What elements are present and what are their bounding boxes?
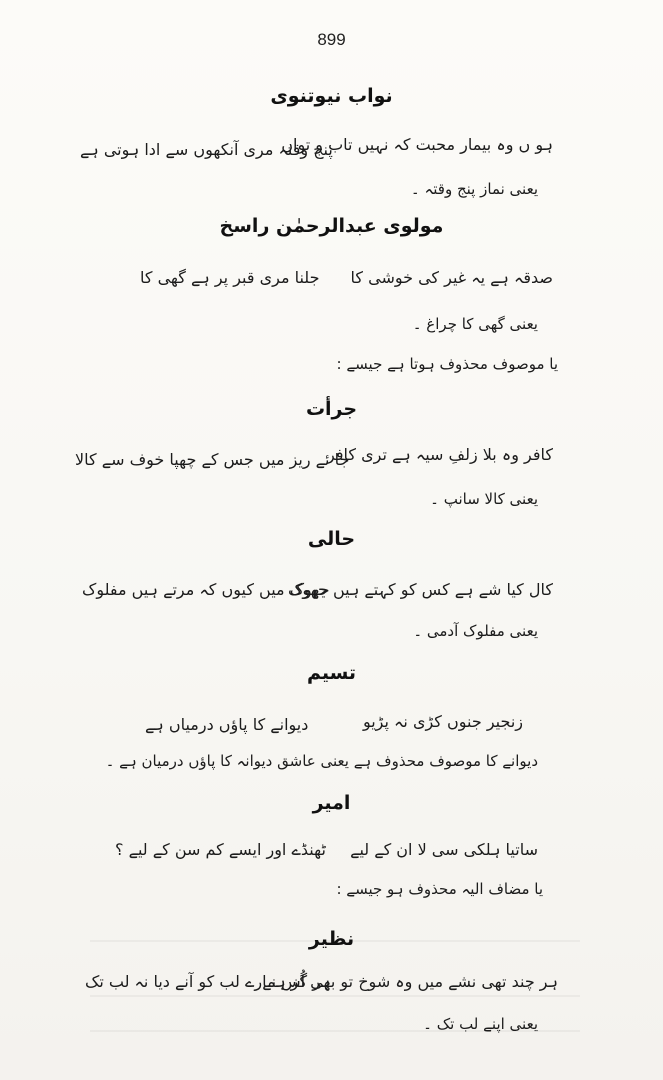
verse-first-hemistich: ہر چند تھی نشے میں وہ شوخ تو بھی اُس نے bbox=[262, 972, 558, 991]
bleed-through-line bbox=[90, 995, 580, 997]
verse-second-hemistich: جا ئے ریز میں جس کے چھپا خوف سے کالا bbox=[75, 450, 350, 469]
prose-line: یا مضاف الیہ محذوف ہو جیسے : bbox=[336, 880, 543, 898]
verse-first-hemistich: ہو ں وہ بیمار محبت کہ نہیں تاب و تواں bbox=[281, 135, 553, 154]
verse-first-hemistich: کافر وہ بلا زلفِ سیہ ہے تری کافر bbox=[327, 445, 553, 464]
poet-heading: نظیر bbox=[308, 928, 355, 950]
poet-heading: مولوی عبدالرحمٰن راسخ bbox=[219, 215, 444, 237]
verse-first-hemistich: ساتیا ہلکی سی لا ان کے لیے bbox=[350, 840, 538, 859]
verse-first-hemistich: زنجیر جنوں کڑی نہ پڑیو bbox=[362, 712, 523, 731]
explanation-note: یعنی نماز پنج وقتہ ۔ bbox=[410, 180, 538, 198]
poet-heading: حالی bbox=[307, 528, 356, 550]
verse-second-hemistich: جھوک میں کیوں کہ مرتے ہیں مفلوک bbox=[82, 580, 330, 599]
prose-line: دیوانے کا موصوف محذوف ہے یعنی عاشق دیوانہ کا پاؤں درمیان ہے ۔ bbox=[105, 752, 538, 770]
explanation-note: یعنی مفلوک آدمی ۔ bbox=[413, 622, 538, 640]
poet-heading: جرأت bbox=[305, 398, 358, 420]
poet-heading: امیر bbox=[312, 792, 351, 814]
page-number: 899 bbox=[317, 30, 346, 49]
poet-heading: تسیم bbox=[306, 662, 357, 684]
explanation-note: یعنی گھی کا چراغ ۔ bbox=[412, 315, 538, 333]
prose-line: یا موصوف محذوف ہوتا ہے جیسے : bbox=[336, 355, 558, 373]
verse-second-hemistich: دیوانے کا پاؤں درمیاں ہے bbox=[145, 715, 309, 734]
verse-second-hemistich: ہر گز ہمارے لب کو آنے دیا نہ لب تک bbox=[85, 972, 331, 991]
verse-first-hemistich: صدقہ ہے یہ غیر کی خوشی کا bbox=[350, 268, 553, 287]
verse-first-hemistich: کال کیا شے ہے کس کو کہتے ہیں جھوک bbox=[288, 580, 553, 599]
explanation-note: یعنی اپنے لب تک ۔ bbox=[423, 1015, 538, 1033]
verse-second-hemistich: ٹھنڈے اور ایسے کم سن کے لیے ؟ bbox=[115, 840, 326, 859]
poet-heading: نواب نیوتنوی bbox=[270, 85, 393, 107]
explanation-note: یعنی کالا سانپ ۔ bbox=[430, 490, 538, 508]
verse-second-hemistich: پنج وقتہ مری آنکھوں سے ادا ہوتی ہے bbox=[80, 140, 333, 159]
verse-second-hemistich: جلنا مری قبر پر ہے گھی کا bbox=[140, 268, 320, 287]
